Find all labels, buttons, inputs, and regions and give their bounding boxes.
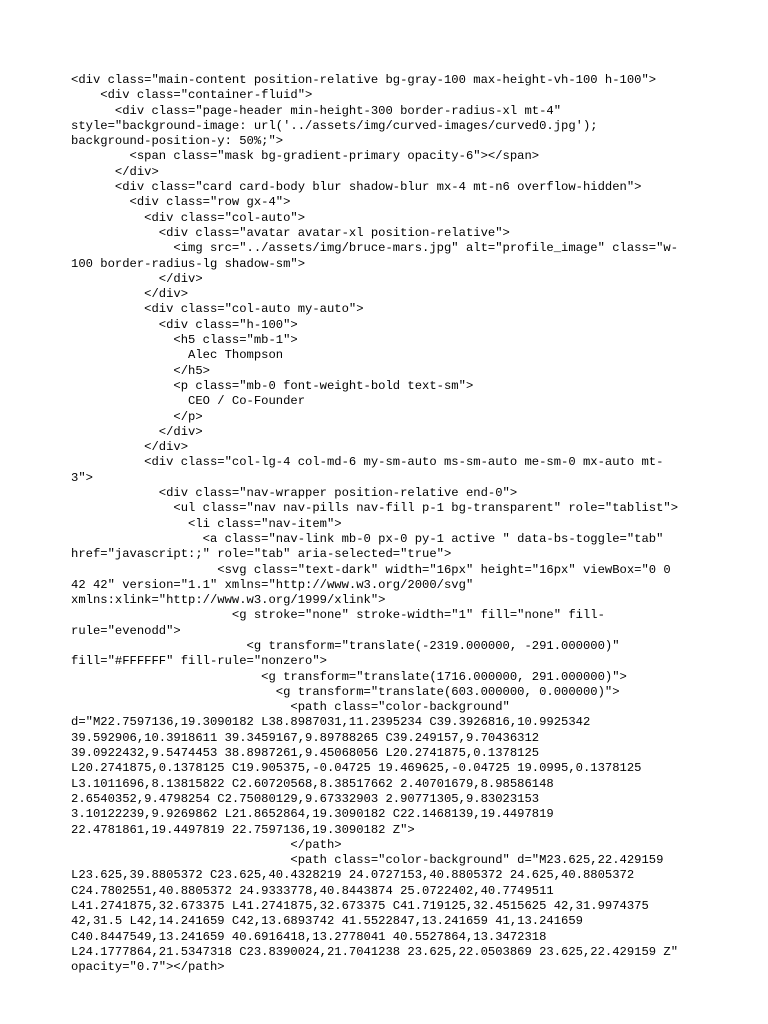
code-line: style="background-image: url('../assets/img/curved-images/curved0.jpg'); — [71, 118, 598, 133]
code-line: <g stroke="none" stroke-width="1" fill="none" fill- — [71, 608, 605, 623]
code-line: Alec Thompson — [71, 348, 284, 363]
code-line: rule="evenodd"> — [71, 623, 181, 638]
code-listing — [71, 73, 711, 976]
code-line: </p> — [71, 409, 203, 424]
code-line: 39.0922432,9.5474453 38.8987261,9.45068056 L20.2741875,0.1378125 — [71, 746, 540, 761]
code-line: <h5 class="mb-1"> — [71, 333, 298, 348]
code-line: href="javascript:;" role="tab" aria-selected="true"> — [71, 547, 452, 562]
code-line: <div class="avatar avatar-xl position-relative"> — [71, 225, 510, 240]
code-line: <div class="col-auto"> — [71, 210, 306, 225]
code-line: <span class="mask bg-gradient-primary opacity-6"></span> — [71, 149, 540, 164]
code-line: C24.7802551,40.8805372 24.9333778,40.8443874 25.0722402,40.7749511 — [71, 883, 554, 898]
code-line: xmlns:xlink="http://www.w3.org/1999/xlink"> — [71, 593, 386, 608]
code-line: 39.592906,10.3918611 39.3459167,9.89788265 C39.249157,9.70436312 — [71, 730, 540, 745]
code-line: </div> — [71, 164, 159, 179]
code-line: L24.1777864,21.5347318 C23.8390024,21.7041238 23.625,22.0503869 23.625,22.429159 Z" — [71, 944, 679, 959]
code-line: <a class="nav-link mb-0 px-0 py-1 active " data-bs-toggle="tab" — [71, 531, 664, 546]
code-line: <path class="color-background" — [71, 700, 510, 715]
code-line: <div class="col-auto my-auto"> — [71, 302, 364, 317]
code-line: </div> — [71, 271, 203, 286]
code-line: L23.625,39.8805372 C23.625,40.4328219 24.0727153,40.8805372 24.625,40.8805372 — [71, 868, 635, 883]
code-line: <div class="h-100"> — [71, 317, 298, 332]
code-line: 100 border-radius-lg shadow-sm"> — [71, 256, 306, 271]
code-line: <div class="page-header min-height-300 border-radius-xl mt-4" — [71, 103, 562, 118]
code-line: background-position-y: 50%;"> — [71, 134, 284, 149]
code-line: <div class="card card-body blur shadow-blur mx-4 mt-n6 overflow-hidden"> — [71, 180, 642, 195]
code-line: <div class="main-content position-relative bg-gray-100 max-height-vh-100 h-100"> — [71, 73, 657, 87]
code-line: 3.10122239,9.9269862 L21.8652864,19.3090182 C22.1468139,19.4497819 — [71, 807, 554, 822]
code-line: <ul class="nav nav-pills nav-fill p-1 bg-transparent" role="tablist"> — [71, 501, 679, 516]
code-line: <img src="../assets/img/bruce-mars.jpg" alt="profile_image" class="w- — [71, 241, 679, 256]
code-line: </div> — [71, 440, 189, 455]
code-line: <div class="nav-wrapper position-relative end-0"> — [71, 486, 518, 501]
code-line: <path class="color-background" d="M23.625,22.429159 — [71, 853, 664, 868]
code-line: <div class="container-fluid"> — [71, 88, 313, 103]
code-line: <g transform="translate(-2319.000000, -291.000000)" — [71, 638, 620, 653]
code-line: </path> — [71, 837, 342, 852]
code-line: <div class="row gx-4"> — [71, 195, 291, 210]
code-line: <g transform="translate(1716.000000, 291.000000)"> — [71, 669, 627, 684]
code-line: opacity="0.7"></path> — [71, 960, 225, 975]
code-line: L3.1011696,8.13815822 C2.60720568,8.38517662 2.40701679,8.98586148 — [71, 776, 554, 791]
code-line: <div class="col-lg-4 col-md-6 my-sm-auto ms-sm-auto me-sm-0 mx-auto mt- — [71, 455, 664, 470]
code-line: d="M22.7597136,19.3090182 L38.8987031,11.2395234 C39.3926816,10.9925342 — [71, 715, 591, 730]
code-line: </div> — [71, 424, 203, 439]
code-line: C40.8447549,13.241659 40.6916418,13.2778041 40.5527864,13.3472318 — [71, 929, 547, 944]
code-line: 2.6540352,9.4798254 C2.75080129,9.67332903 2.90771305,9.83023153 — [71, 791, 540, 806]
code-line: 42 42" version="1.1" xmlns="http://www.w3.org/2000/svg" — [71, 577, 474, 592]
code-line: 42,31.5 L42,14.241659 C42,13.6893742 41.5522847,13.241659 41,13.241659 — [71, 914, 583, 929]
code-line: 22.4781861,19.4497819 22.7597136,19.3090182 Z"> — [71, 822, 415, 837]
code-line: 3"> — [71, 470, 93, 485]
code-line: <li class="nav-item"> — [71, 516, 342, 531]
code-line: </h5> — [71, 363, 210, 378]
code-line: CEO / Co-Founder — [71, 394, 306, 409]
code-line: <svg class="text-dark" width="16px" height="16px" viewBox="0 0 — [71, 562, 671, 577]
code-line: L41.2741875,32.673375 L41.2741875,32.673375 C41.719125,32.4515625 42,31.9974375 — [71, 899, 649, 914]
code-line: fill="#FFFFFF" fill-rule="nonzero"> — [71, 654, 327, 669]
code-line: <g transform="translate(603.000000, 0.000000)"> — [71, 684, 620, 699]
code-line: </div> — [71, 287, 189, 302]
code-line: L20.2741875,0.1378125 C19.905375,-0.04725 19.469625,-0.04725 19.0995,0.1378125 — [71, 761, 642, 776]
code-line: <p class="mb-0 font-weight-bold text-sm"> — [71, 378, 474, 393]
